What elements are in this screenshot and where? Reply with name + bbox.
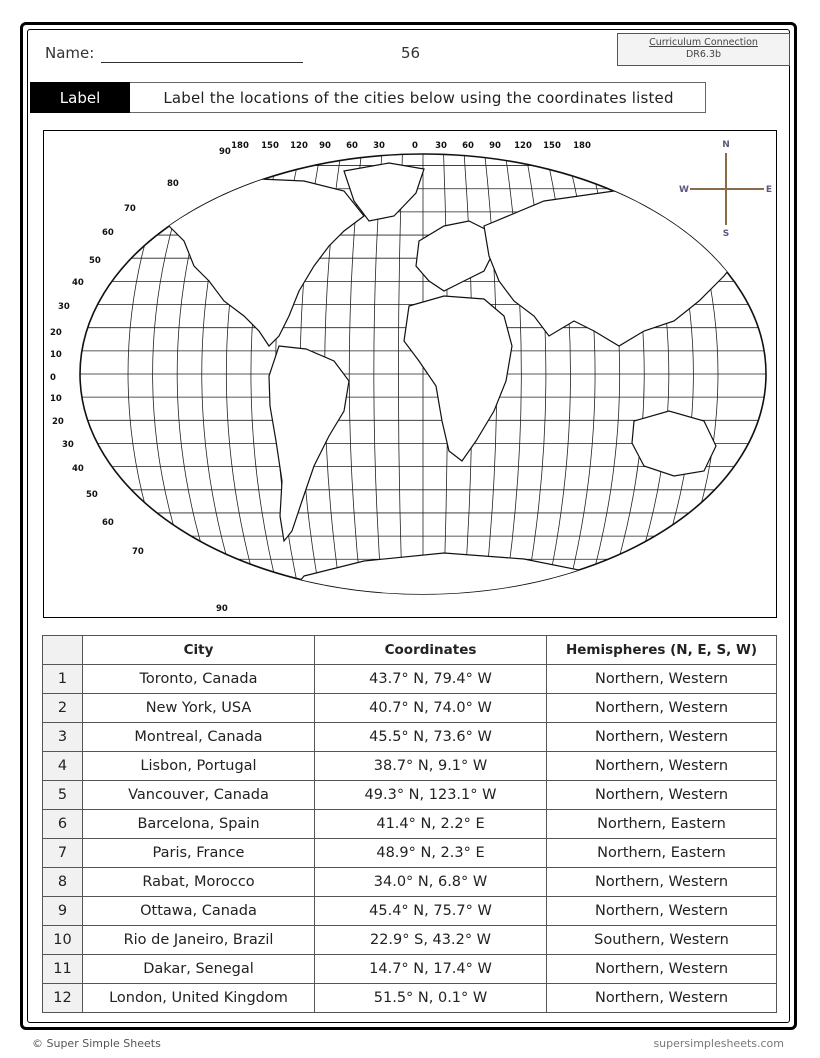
row-number: 12 — [43, 984, 83, 1013]
coordinates-cell: 45.4° N, 75.7° W — [315, 897, 547, 926]
row-number: 3 — [43, 723, 83, 752]
hemisphere-cell: Northern, Eastern — [547, 839, 777, 868]
instruction-tag: Label — [30, 82, 130, 113]
hemisphere-cell: Northern, Western — [547, 665, 777, 694]
row-number: 5 — [43, 781, 83, 810]
row-number: 2 — [43, 694, 83, 723]
city-cell: Paris, France — [83, 839, 315, 868]
longitude-label: 180 — [573, 141, 591, 151]
hemisphere-cell: Northern, Western — [547, 723, 777, 752]
coordinates-cell: 41.4° N, 2.2° E — [315, 810, 547, 839]
row-number: 9 — [43, 897, 83, 926]
compass-n: N — [722, 140, 730, 150]
latitude-label: 90 — [219, 147, 231, 157]
curriculum-title: Curriculum Connection — [649, 37, 758, 48]
row-number: 7 — [43, 839, 83, 868]
table-row — [43, 694, 777, 723]
latitude-label: 30 — [58, 302, 70, 312]
coordinates-cell: 22.9° S, 43.2° W — [315, 926, 547, 955]
header-city: City — [83, 636, 315, 665]
row-number: 10 — [43, 926, 83, 955]
compass-rose — [679, 140, 772, 239]
longitude-label: 90 — [489, 141, 501, 151]
latitude-label: 10 — [50, 394, 62, 404]
table-row — [43, 897, 777, 926]
longitude-label: 150 — [261, 141, 279, 151]
longitude-labels — [231, 141, 591, 151]
city-cell: Barcelona, Spain — [83, 810, 315, 839]
longitude-label: 150 — [543, 141, 561, 151]
latitude-label: 70 — [132, 547, 144, 557]
hemisphere-cell: Northern, Eastern — [547, 810, 777, 839]
longitude-label: 60 — [462, 141, 474, 151]
coordinates-cell: 45.5° N, 73.6° W — [315, 723, 547, 752]
table-row — [43, 665, 777, 694]
table-row — [43, 926, 777, 955]
longitude-label: 0 — [412, 141, 418, 151]
latitude-label: 60 — [102, 518, 114, 528]
instruction-text: Label the locations of the cities below using the coordinates listed — [163, 88, 674, 107]
city-cell: Rabat, Morocco — [83, 868, 315, 897]
latitude-label: 90 — [216, 604, 228, 614]
longitude-label: 30 — [435, 141, 447, 151]
header-number — [43, 636, 83, 665]
coordinates-cell: 48.9° N, 2.3° E — [315, 839, 547, 868]
hemisphere-cell: Northern, Western — [547, 694, 777, 723]
city-cell: New York, USA — [83, 694, 315, 723]
header-hemispheres: Hemispheres (N, E, S, W) — [547, 636, 777, 665]
city-cell: Toronto, Canada — [83, 665, 315, 694]
latitude-label: 10 — [50, 350, 62, 360]
hemisphere-cell: Northern, Western — [547, 955, 777, 984]
cities-table — [42, 635, 777, 1013]
coordinates-cell: 51.5° N, 0.1° W — [315, 984, 547, 1013]
city-cell: Ottawa, Canada — [83, 897, 315, 926]
footer-copyright: © Super Simple Sheets — [32, 1037, 161, 1050]
table-row — [43, 839, 777, 868]
row-number: 11 — [43, 955, 83, 984]
australia — [632, 411, 716, 476]
longitude-label: 120 — [290, 141, 308, 151]
table-row — [43, 752, 777, 781]
table-header-row — [43, 636, 777, 665]
curriculum-connection-box — [617, 33, 790, 66]
table-row — [43, 868, 777, 897]
europe — [416, 221, 494, 291]
page-number: 56 — [401, 44, 421, 62]
footer-website[interactable]: supersimplesheets.com — [653, 1037, 784, 1050]
latitude-label: 40 — [72, 278, 84, 288]
north-america — [164, 179, 364, 346]
longitude-label: 60 — [346, 141, 358, 151]
table-row — [43, 984, 777, 1013]
world-map-graphic — [44, 131, 776, 617]
longitude-label: 90 — [319, 141, 331, 151]
city-cell: Vancouver, Canada — [83, 781, 315, 810]
city-cell: London, United Kingdom — [83, 984, 315, 1013]
row-number: 8 — [43, 868, 83, 897]
row-number: 1 — [43, 665, 83, 694]
latitude-label: 30 — [62, 440, 74, 450]
latitude-label: 20 — [52, 417, 64, 427]
longitude-label: 120 — [514, 141, 532, 151]
latitude-label: 70 — [124, 204, 136, 214]
world-map[interactable] — [43, 130, 777, 618]
table-row — [43, 781, 777, 810]
city-cell: Rio de Janeiro, Brazil — [83, 926, 315, 955]
latitude-label: 50 — [89, 256, 101, 266]
hemisphere-cell: Northern, Western — [547, 897, 777, 926]
coordinates-cell: 49.3° N, 123.1° W — [315, 781, 547, 810]
hemisphere-cell: Northern, Western — [547, 781, 777, 810]
row-number: 6 — [43, 810, 83, 839]
header-coordinates: Coordinates — [315, 636, 547, 665]
name-input-line[interactable] — [101, 62, 303, 63]
table-row — [43, 723, 777, 752]
curriculum-code: DR6.3b — [685, 49, 722, 60]
latitude-label: 20 — [50, 328, 62, 338]
latitude-label: 0 — [50, 373, 56, 383]
compass-s: S — [722, 229, 730, 239]
compass-w: W — [679, 185, 689, 195]
hemisphere-cell: Northern, Western — [547, 984, 777, 1013]
city-cell: Montreal, Canada — [83, 723, 315, 752]
city-cell: Lisbon, Portugal — [83, 752, 315, 781]
coordinates-cell: 14.7° N, 17.4° W — [315, 955, 547, 984]
coordinates-cell: 38.7° N, 9.1° W — [315, 752, 547, 781]
latitude-label: 40 — [72, 464, 84, 474]
latitude-label: 80 — [167, 179, 179, 189]
longitude-label: 180 — [231, 141, 249, 151]
latitude-label: 50 — [86, 490, 98, 500]
hemisphere-cell: Northern, Western — [547, 868, 777, 897]
hemisphere-cell: Northern, Western — [547, 752, 777, 781]
asia — [484, 191, 744, 346]
coordinates-cell: 40.7° N, 74.0° W — [315, 694, 547, 723]
row-number: 4 — [43, 752, 83, 781]
name-label: Name: — [45, 44, 95, 62]
coordinates-cell: 43.7° N, 79.4° W — [315, 665, 547, 694]
longitude-label: 30 — [373, 141, 385, 151]
table-row — [43, 955, 777, 984]
coordinates-cell: 34.0° N, 6.8° W — [315, 868, 547, 897]
hemisphere-cell: Southern, Western — [547, 926, 777, 955]
latitude-label: 60 — [102, 228, 114, 238]
compass-e: E — [765, 185, 773, 195]
table-row — [43, 810, 777, 839]
city-cell: Dakar, Senegal — [83, 955, 315, 984]
